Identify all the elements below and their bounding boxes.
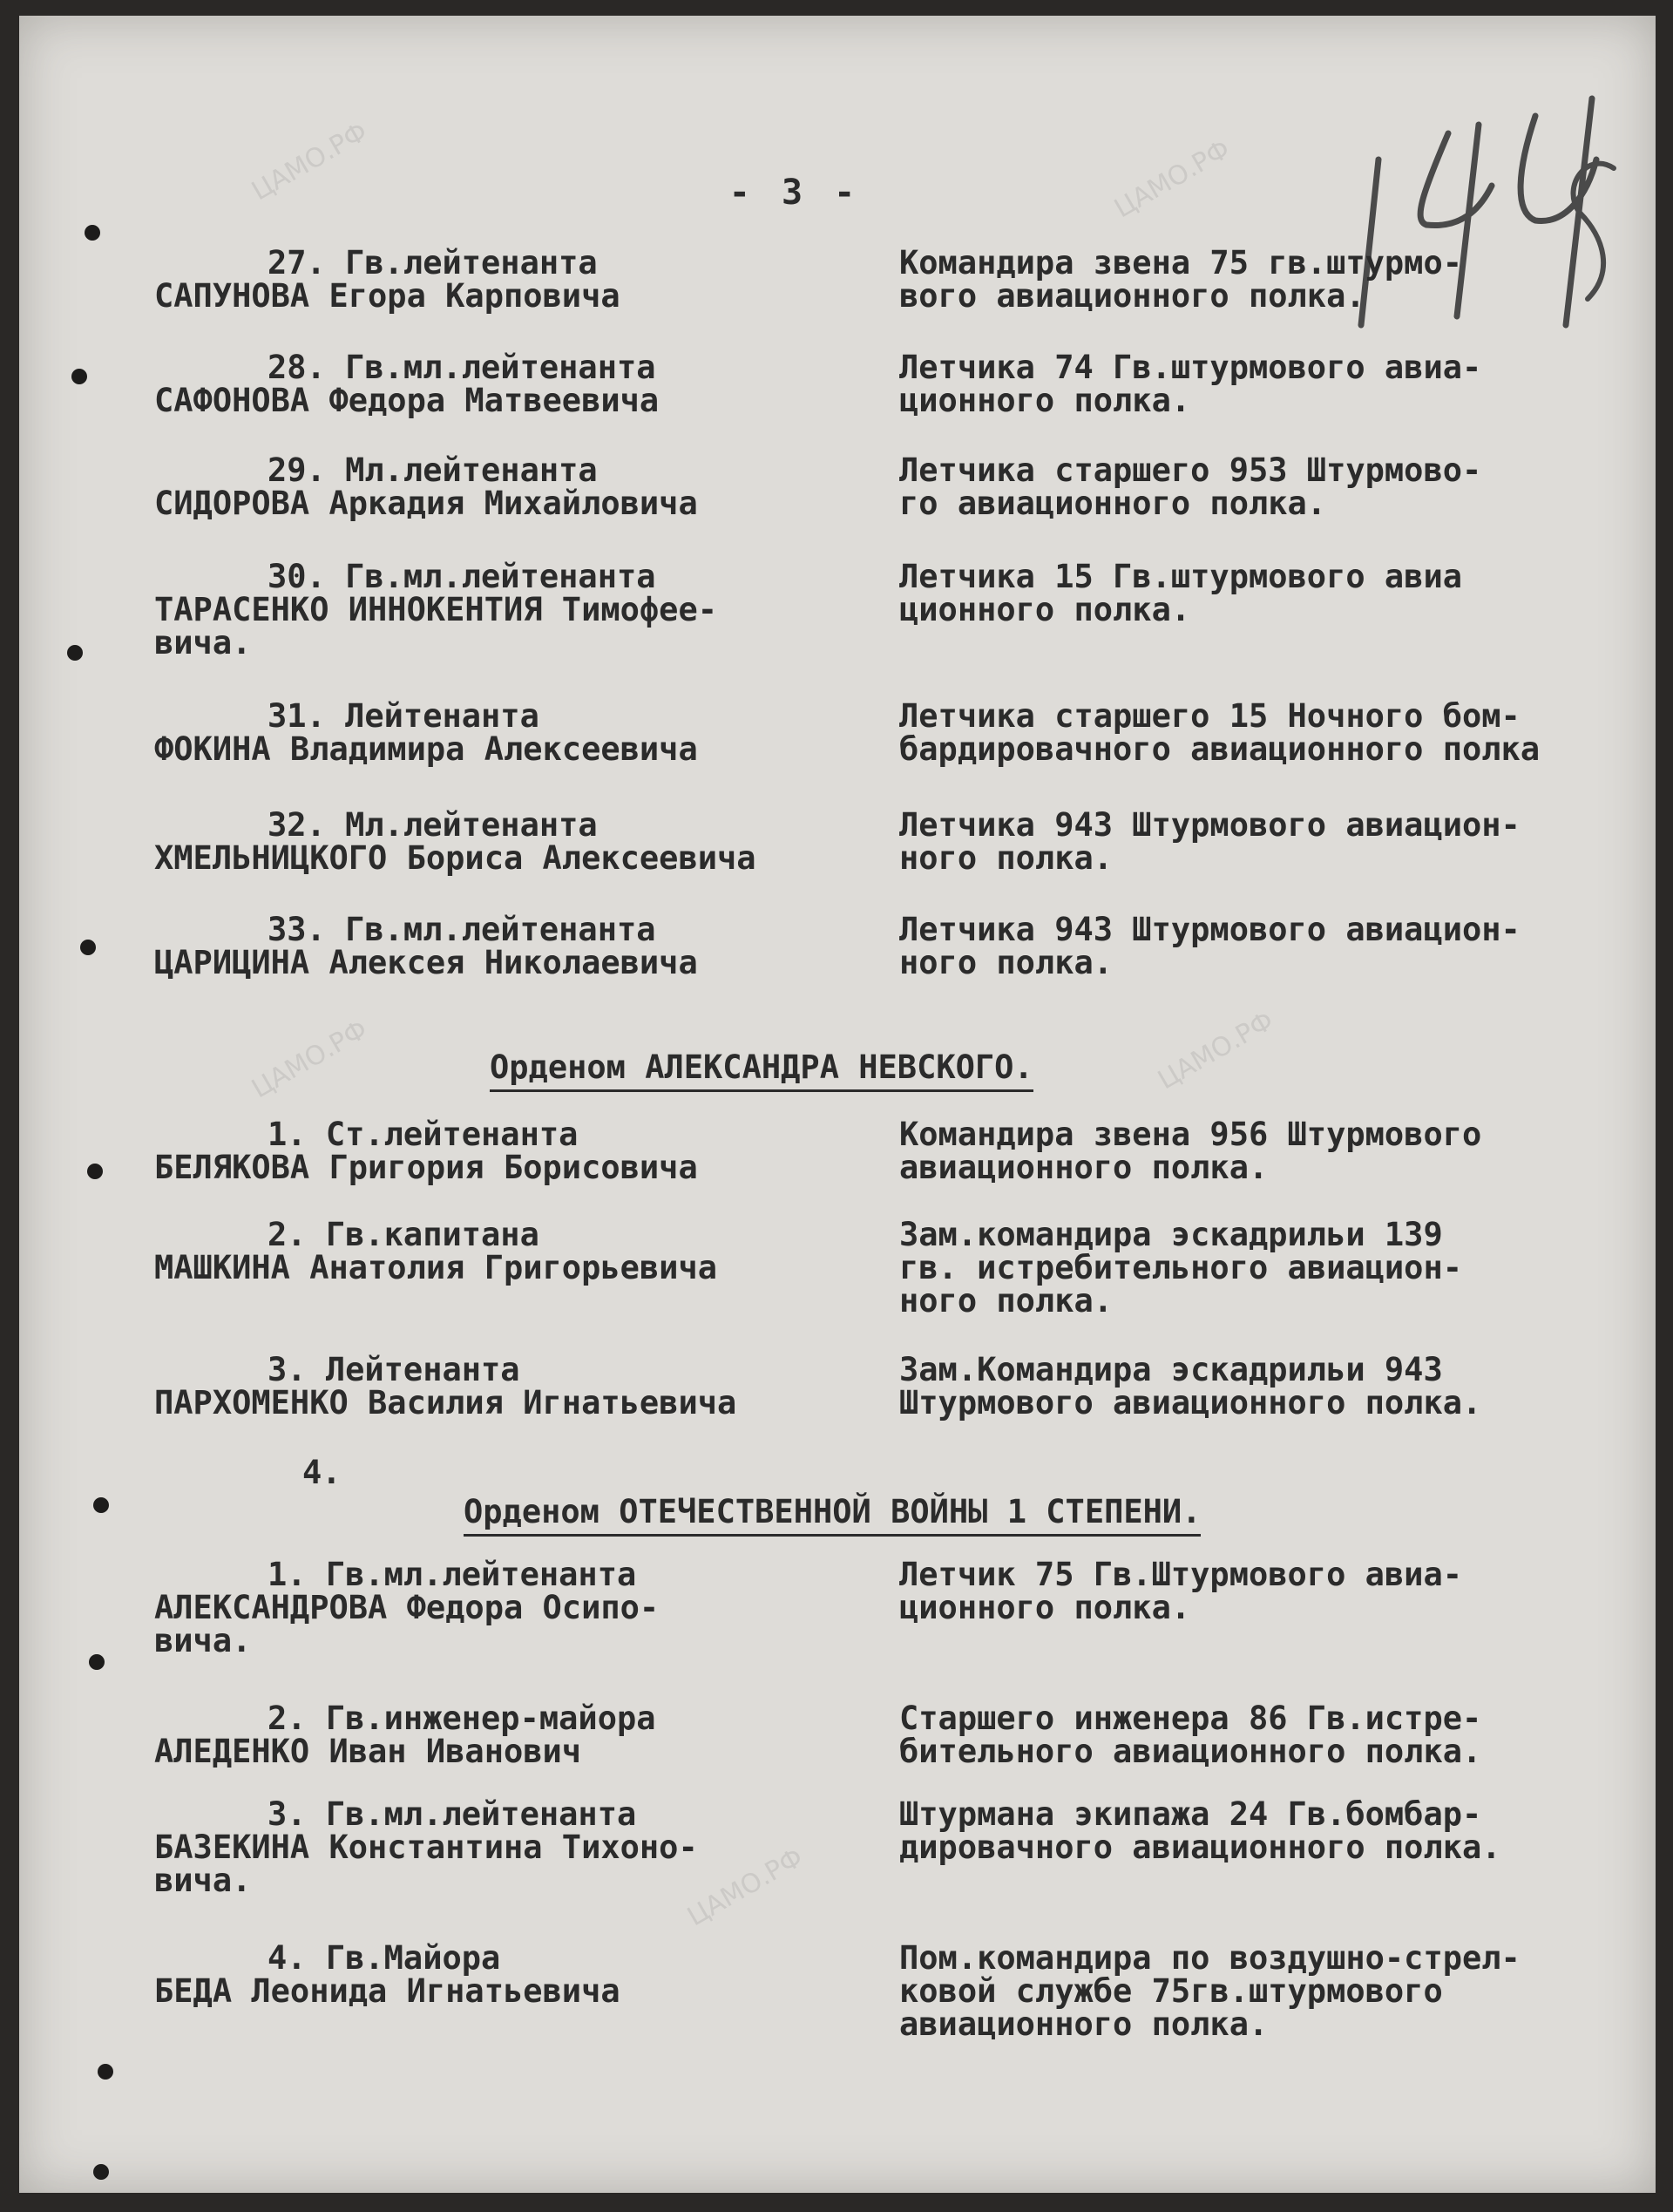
recipient-name: МАШКИНА Анатолия Григорьевича — [154, 1249, 718, 1286]
recipient-position — [899, 697, 1649, 768]
position-line: бительного авиационного полка. — [899, 1733, 1482, 1770]
page-number: - 3 - — [728, 173, 861, 213]
recipient-rank: 28. Гв.мл.лейтенанта — [268, 349, 656, 386]
award-recipient — [154, 1558, 904, 1658]
recipient-name: СИДОРОВА Аркадия Михайловича — [154, 485, 698, 522]
recipient-position — [899, 1939, 1649, 2043]
watermark: ЦАМО.РФ — [1109, 133, 1236, 225]
recipient-position — [899, 1795, 1649, 1866]
award-recipient — [154, 1939, 904, 2010]
punch-hole — [80, 940, 96, 955]
award-recipient — [154, 351, 904, 417]
recipient-rank: 4. Гв.Майора — [268, 1939, 501, 1977]
position-line: Летчика 943 Штурмового авиацион- — [899, 911, 1521, 948]
recipient-name: АЛЕДЕНКО Иван Иванович — [154, 1733, 582, 1770]
recipient-name: ЦАРИЦИНА Алексея Николаевича — [154, 944, 698, 981]
punch-hole — [93, 2164, 109, 2180]
recipient-name: БАЗЕКИНА Константина Тихоно- — [154, 1829, 698, 1866]
recipient-position — [899, 1702, 1649, 1768]
award-recipient — [154, 1118, 904, 1184]
position-line: Штурмового авиационного полка. — [899, 1384, 1482, 1422]
recipient-position — [899, 1218, 1649, 1318]
recipient-name: САПУНОВА Егора Карповича — [154, 277, 620, 315]
award-recipient — [154, 1702, 904, 1768]
position-line: Командира звена 956 Штурмового — [899, 1116, 1482, 1153]
watermark: ЦАМО.РФ — [247, 116, 373, 207]
recipient-name: БЕЛЯКОВА Григория Борисовича — [154, 1149, 698, 1186]
position-line: авиационного полка. — [899, 2005, 1269, 2043]
award-recipient — [154, 1795, 904, 1899]
award-recipient — [154, 1218, 904, 1285]
recipient-rank: 27. Гв.лейтенанта — [268, 244, 598, 282]
recipient-position — [899, 451, 1649, 522]
position-line: Летчика 15 Гв.штурмового авиа — [899, 558, 1463, 595]
recipient-rank: 1. Ст.лейтенанта — [268, 1116, 579, 1153]
punch-hole — [71, 369, 87, 384]
watermark: ЦАМО.РФ — [1153, 1005, 1279, 1096]
award-recipient — [154, 806, 904, 877]
recipient-position — [899, 1351, 1649, 1422]
position-line: Старшего инженера 86 Гв.истре- — [899, 1700, 1482, 1737]
award-recipient — [154, 560, 904, 660]
punch-hole — [85, 225, 100, 241]
position-line: Командира звена 75 гв.штурмо- — [899, 244, 1463, 282]
position-line: Летчика 943 Штурмового авиацион- — [899, 806, 1521, 844]
recipient-rank: 31. Лейтенанта — [268, 697, 539, 735]
position-line: дировачного авиационного полка. — [899, 1829, 1501, 1866]
recipient-name: БЕДА Леонида Игнатьевича — [154, 1972, 620, 2010]
watermark: ЦАМО.РФ — [247, 1014, 373, 1105]
recipient-name: вича. — [154, 1862, 252, 1899]
recipient-name: вича. — [154, 624, 252, 662]
recipient-rank: 29. Мл.лейтенанта — [268, 451, 598, 489]
award-recipient — [154, 244, 904, 315]
punch-hole — [93, 1497, 109, 1513]
position-line: ционного полка. — [899, 1589, 1191, 1626]
award-recipient — [154, 697, 904, 768]
recipient-position — [899, 244, 1649, 315]
position-line: ковой службе 75гв.штурмового — [899, 1972, 1443, 2010]
recipient-position — [899, 351, 1649, 417]
punch-hole — [89, 1654, 105, 1670]
position-line: Летчика старшего 15 Ночного бом- — [899, 697, 1521, 735]
recipient-position — [899, 1558, 1649, 1625]
recipient-name: ТАРАСЕНКО ИННОКЕНТИЯ Тимофее- — [154, 591, 718, 628]
recipient-rank: 3. Гв.мл.лейтенанта — [268, 1795, 637, 1833]
punch-hole — [87, 1164, 103, 1179]
recipient-rank: 30. Гв.мл.лейтенанта — [268, 558, 656, 595]
position-line: Зам.Командира эскадрильи 943 — [899, 1351, 1443, 1388]
position-line: ного полка. — [899, 944, 1114, 981]
position-line: вого авиационного полка. — [899, 277, 1365, 315]
recipient-name: АЛЕКСАНДРОВА Федора Осипо- — [154, 1589, 660, 1626]
position-line: Летчика 74 Гв.штурмового авиа- — [899, 349, 1482, 386]
position-line: Зам.командира эскадрильи 139 — [899, 1216, 1443, 1253]
award-recipient — [154, 1351, 904, 1422]
position-line: бардировачного авиационного полка — [899, 730, 1541, 768]
position-line: гв. истребительного авиацион- — [899, 1249, 1463, 1286]
position-line: ного полка. — [899, 839, 1114, 877]
position-line: ционного полка. — [899, 382, 1191, 419]
award-recipient — [154, 913, 904, 980]
section-heading: Орденом ОТЕЧЕСТВЕННОЙ ВОЙНЫ 1 СТЕПЕНИ. — [464, 1493, 1201, 1537]
document-page — [19, 16, 1656, 2193]
recipient-position — [899, 806, 1649, 877]
position-line: ционного полка. — [899, 591, 1191, 628]
position-line: го авиационного полка. — [899, 485, 1327, 522]
list-number: 4. — [302, 1454, 342, 1491]
recipient-name: САФОНОВА Федора Матвеевича — [154, 382, 660, 419]
recipient-name: ХМЕЛЬНИЦКОГО Бориса Алексеевича — [154, 839, 756, 877]
recipient-name: ПАРХОМЕНКО Василия Игнатьевича — [154, 1384, 737, 1422]
position-line: Летчик 75 Гв.Штурмового авиа- — [899, 1556, 1463, 1593]
punch-hole — [67, 645, 83, 661]
position-line: Летчика старшего 953 Штурмово- — [899, 451, 1482, 489]
position-line: Пом.командира по воздушно-стрел- — [899, 1939, 1521, 1977]
position-line: ного полка. — [899, 1282, 1114, 1320]
position-line: авиационного полка. — [899, 1149, 1269, 1186]
punch-hole — [98, 2064, 113, 2080]
recipient-rank: 2. Гв.инженер-майора — [268, 1700, 656, 1737]
recipient-rank: 33. Гв.мл.лейтенанта — [268, 911, 656, 948]
recipient-name: ФОКИНА Владимира Алексеевича — [154, 730, 698, 768]
recipient-rank: 3. Лейтенанта — [268, 1351, 520, 1388]
section-heading: Орденом АЛЕКСАНДРА НЕВСКОГО. — [490, 1048, 1033, 1092]
recipient-position — [899, 1118, 1649, 1184]
recipient-name: вича. — [154, 1622, 252, 1659]
award-recipient — [154, 451, 904, 522]
watermark: ЦАМО.РФ — [682, 1842, 809, 1933]
recipient-rank: 32. Мл.лейтенанта — [268, 806, 598, 844]
recipient-position — [899, 913, 1649, 980]
recipient-position — [899, 560, 1649, 627]
recipient-rank: 1. Гв.мл.лейтенанта — [268, 1556, 637, 1593]
recipient-rank: 2. Гв.капитана — [268, 1216, 539, 1253]
position-line: Штурмана экипажа 24 Гв.бомбар- — [899, 1795, 1482, 1833]
